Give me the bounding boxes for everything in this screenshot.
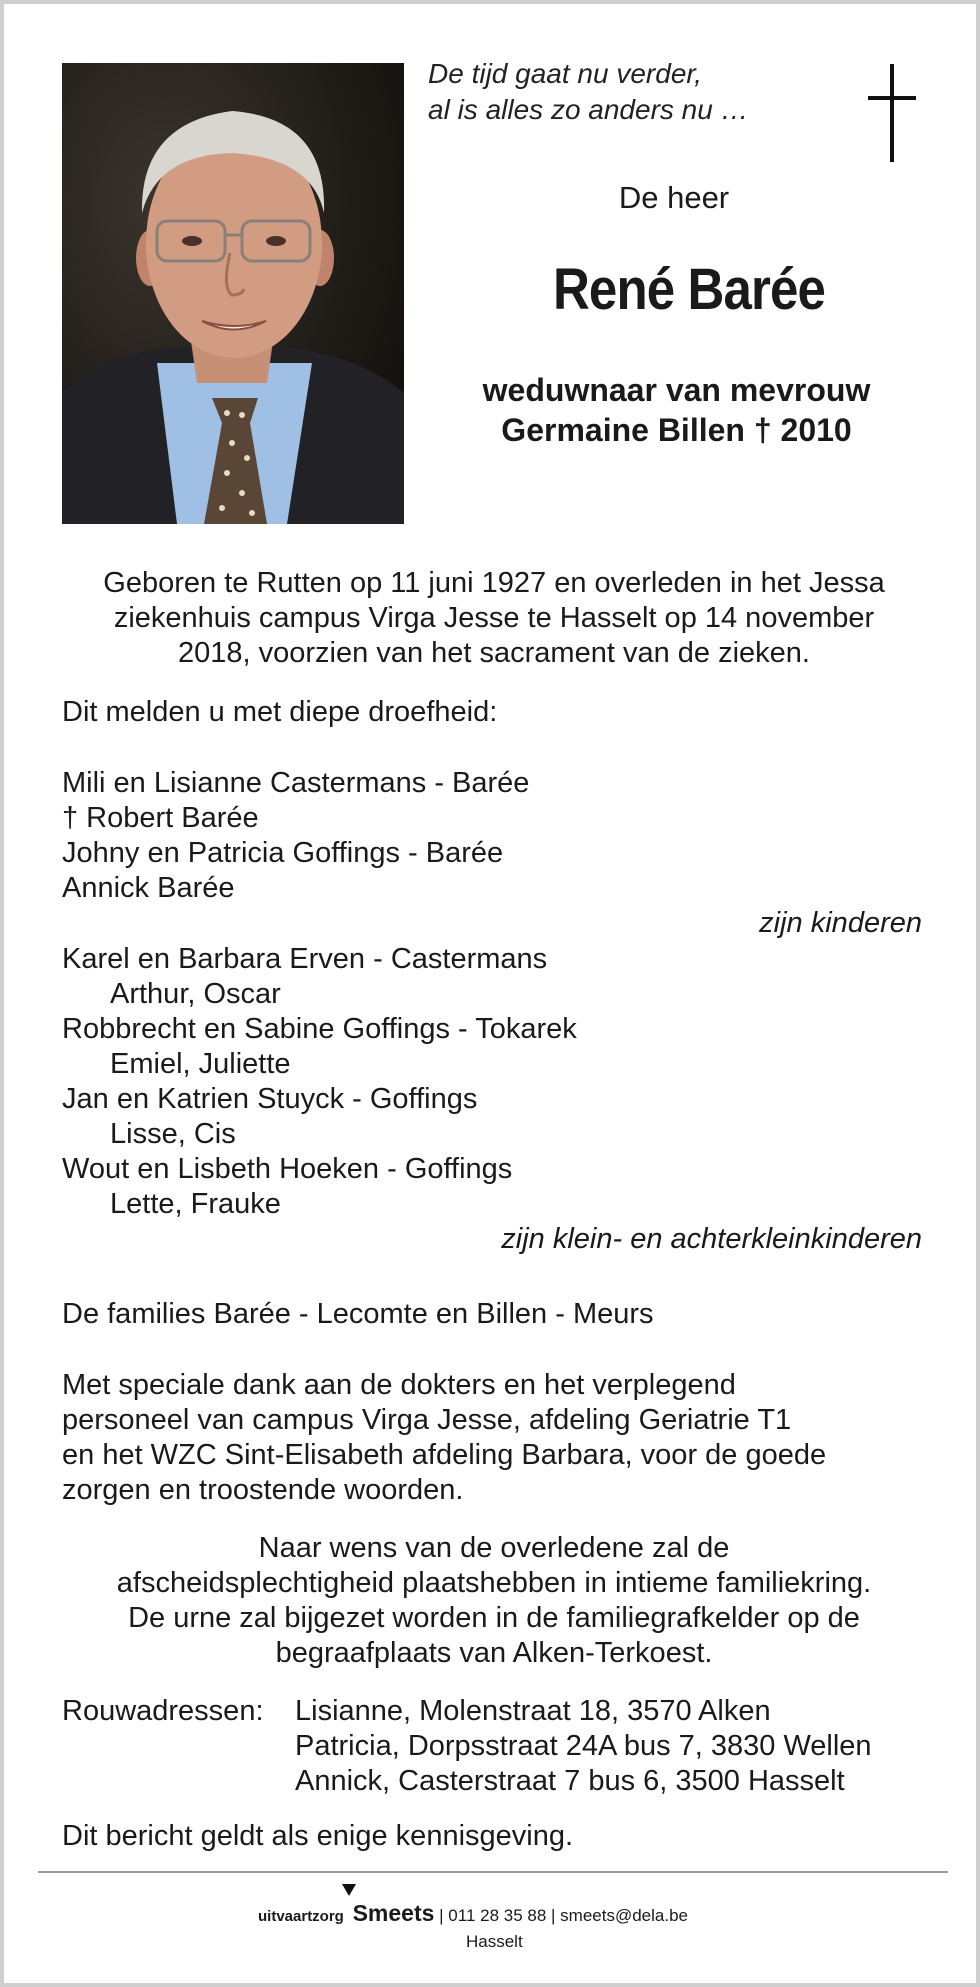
birth-line: ziekenhuis campus Virga Jesse te Hasselt op 14 november [113,602,875,634]
grandchildren-label: zijn klein- en achterkleinkinderen [501,1223,922,1255]
thanks-line: personeel van campus Virga Jesse, afdeling Geriatrie T1 [62,1404,792,1436]
thanks-line: Met speciale dank aan de dokters en het verplegend [62,1369,736,1401]
children-list [62,766,922,941]
portrait-photo [62,63,404,524]
birth-line: 2018, voorzien van het sacrament van de zieken. [178,637,810,669]
address-entry: Annick, Casterstraat 7 bus 6, 3500 Hasselt [295,1765,845,1797]
thanks-line: en het WZC Sint-Elisabeth afdeling Barbara, voor de goede [62,1439,827,1471]
ceremony-line: Naar wens van de overledene zal de [258,1532,730,1564]
child-entry: Mili en Lisianne Castermans - Barée [62,767,530,799]
child-entry: † Robert Barée [62,802,259,834]
grandchild-parents: Jan en Katrien Stuyck - Goffings [62,1083,478,1115]
grandchild-kids: Emiel, Juliette [110,1048,291,1080]
address-entry: Lisianne, Molenstraat 18, 3570 Alken [295,1695,771,1727]
grandchild-kids: Arthur, Oscar [110,978,281,1010]
spouse-line [424,370,929,450]
footer-brand: Smeets [352,1900,435,1926]
thanks-line: zorgen en troostende woorden. [62,1474,464,1506]
quote [428,56,749,128]
grandchild-parents: Wout en Lisbeth Hoeken - Goffings [62,1153,513,1185]
intro-line: Dit melden u met diepe droefheid: [62,696,498,728]
footer-divider [38,1871,948,1873]
notice-line: Dit bericht geldt als enige kennisgeving. [62,1820,574,1852]
addresses-list [295,1694,872,1799]
address-entry: Patricia, Dorpsstraat 24A bus 7, 3830 Wellen [295,1730,872,1762]
grandchildren-list [62,942,922,1257]
birth-paragraph [44,566,944,671]
ceremony-line: afscheidsplechtigheid plaatshebben in intieme familiekring. [116,1567,872,1599]
thanks-paragraph [62,1368,826,1508]
ceremony-line: De urne zal bijgezet worden in de familiegrafkelder op de [128,1602,860,1634]
grandchild-parents: Robbrecht en Sabine Goffings - Tokarek [62,1013,577,1045]
addresses-label: Rouwadressen: [62,1695,264,1727]
grandchild-parents: Karel en Barbara Erven - Castermans [62,943,548,975]
footer-city: Hasselt [466,1932,523,1951]
grandchild-kids: Lisse, Cis [110,1118,236,1150]
footer-prefix: uitvaartzorg [258,1908,344,1925]
children-label: zijn kinderen [759,907,922,939]
child-entry: Annick Barée [62,872,235,904]
grandchild-kids: Lette, Frauke [110,1188,281,1220]
portrait-image [62,63,404,524]
child-entry: Johny en Patricia Goffings - Barée [62,837,504,869]
footer-line [258,1900,688,1927]
ceremony-paragraph [44,1531,944,1671]
footer [4,1878,980,1958]
birth-line: Geboren te Rutten op 11 juni 1927 en overleden in het Jessa [103,567,885,599]
footer-contact: | 011 28 35 88 | smeets@dela.be [439,1906,688,1925]
ceremony-line: begraafplaats van Alken-Terkoest. [275,1637,713,1669]
families-line: De families Barée - Lecomte en Billen - Meurs [62,1298,654,1330]
cross-icon [862,64,922,164]
honorific: De heer [618,180,730,215]
quote-line: De tijd gaat nu verder, [428,58,702,89]
spouse-text: Germaine Billen † 2010 [501,412,852,448]
deceased-name: René Barée [552,257,826,322]
quote-line: al is alles zo anders nu … [428,94,749,125]
spouse-text: weduwnaar van mevrouw [482,372,871,408]
brand-triangle-icon [342,1884,356,1896]
